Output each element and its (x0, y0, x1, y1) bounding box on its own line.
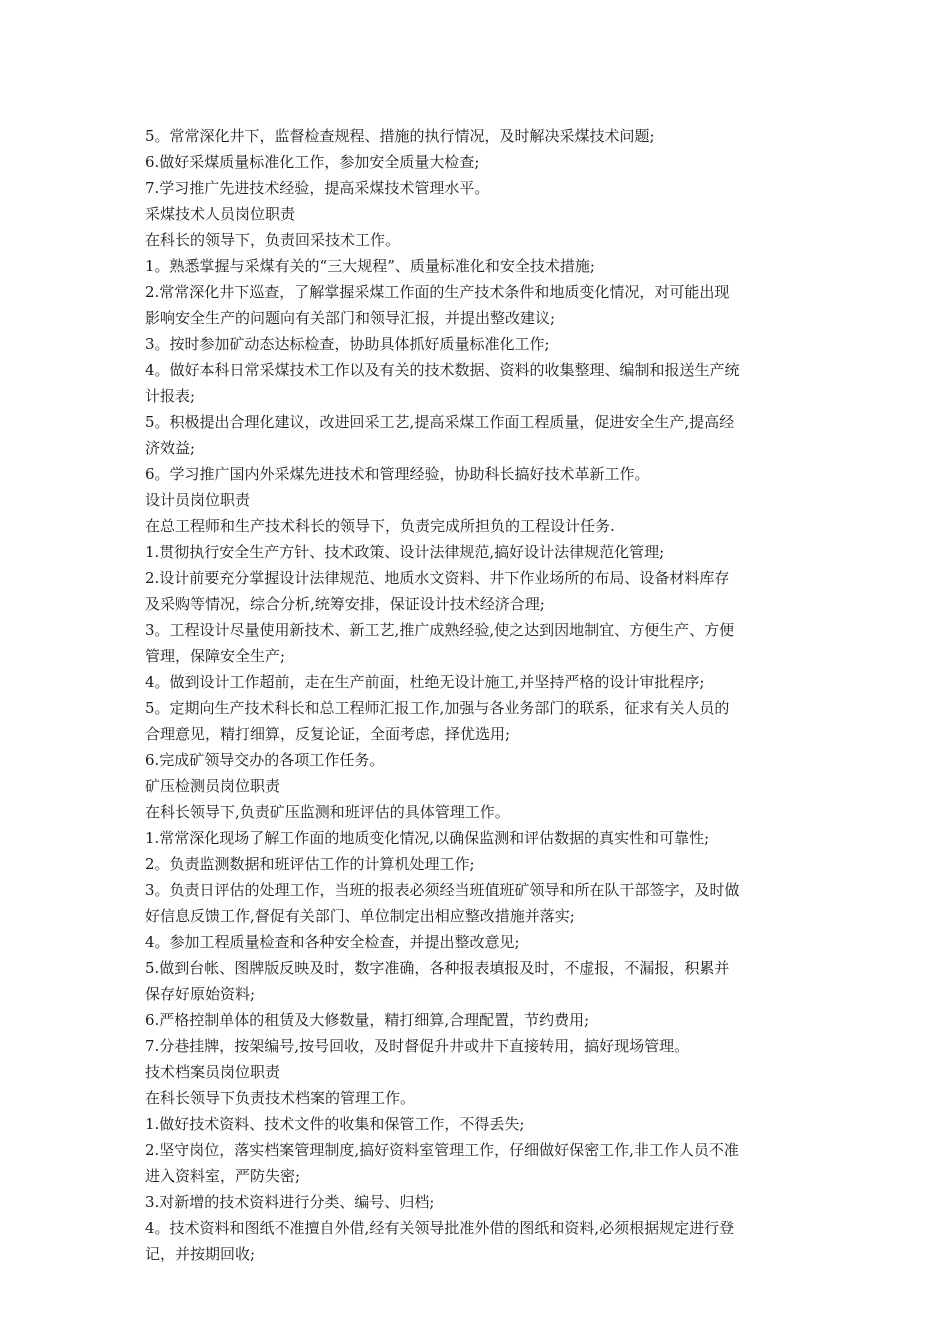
text-line: 在科长领导下,负责矿压监测和班评估的具体管理工作。 (145, 803, 510, 821)
text-line: 2.坚守岗位，落实档案管理制度,搞好资料室管理工作，仔细做好保密工作,非工作人员不准 (145, 1141, 739, 1159)
text-line: 1.做好技术资料、技术文件的收集和保管工作，不得丢失; (145, 1115, 525, 1133)
text-line: 2.常常深化井下巡查，了解掌握采煤工作面的生产技术条件和地质变化情况，对可能出现 (145, 283, 730, 301)
text-line: 1。熟悉掌握与采煤有关的“三大规程”、质量标准化和安全技术措施; (145, 257, 595, 275)
section-heading: 矿压检测员岗位职责 (145, 777, 281, 795)
section-heading: 技术档案员岗位职责 (145, 1063, 281, 1081)
text-line: 1.贯彻执行安全生产方针、技术政策、设计法律规范,搞好设计法律规范化管理; (145, 543, 665, 561)
text-line: 2.设计前要充分掌握设计法律规范、地质水文资料、井下作业场所的布局、设备材料库存 (145, 569, 730, 587)
text-line: 好信息反馈工作,督促有关部门、单位制定出相应整改措施并落实; (145, 907, 575, 925)
text-line: 6.做好采煤质量标准化工作，参加安全质量大检查; (145, 153, 480, 171)
text-line: 济效益; (145, 439, 196, 457)
text-line: 记，并按期回收; (145, 1245, 256, 1263)
text-line: 保存好原始资料; (145, 985, 256, 1003)
text-line: 1.常常深化现场了解工作面的地质变化情况,以确保监测和评估数据的真实性和可靠性; (145, 829, 710, 847)
text-line: 2。负责监测数据和班评估工作的计算机处理工作; (145, 855, 475, 873)
text-line: 4。做到设计工作超前，走在生产前面，杜绝无设计施工,并坚持严格的设计审批程序; (145, 673, 705, 691)
text-line: 4。技术资料和图纸不准擅自外借,经有关领导批准外借的图纸和资料,必须根据规定进行登 (145, 1219, 735, 1237)
section-heading: 设计员岗位职责 (145, 491, 251, 509)
text-line: 3。负责日评估的处理工作，当班的报表必须经当班值班矿领导和所在队干部签字，及时做 (145, 881, 740, 899)
text-line: 6.严格控制单体的租赁及大修数量，精打细算,合理配置，节约费用; (145, 1011, 590, 1029)
text-line: 5。定期向生产技术科长和总工程师汇报工作,加强与各业务部门的联系，征求有关人员的 (145, 699, 730, 717)
text-line: 7.分巷挂牌，按架编号,按号回收，及时督促升井或井下直接转用，搞好现场管理。 (145, 1037, 690, 1055)
text-line: 5.做到台帐、图牌版反映及时，数字准确，各种报表填报及时，不虚报，不漏报，积累并 (145, 959, 730, 977)
text-line: 在总工程师和生产技术科长的领导下，负责完成所担负的工程设计任务. (145, 517, 615, 535)
text-line: 计报表; (145, 387, 196, 405)
text-line: 5。积极提出合理化建议，改进回采工艺,提高采煤工作面工程质量，促进安全生产,提高经 (145, 413, 735, 431)
text-line: 进入资料室，严防失密; (145, 1167, 301, 1185)
text-line: 6。学习推广国内外采煤先进技术和管理经验，协助科长搞好技术革新工作。 (145, 465, 650, 483)
text-line: 管理，保障安全生产; (145, 647, 286, 665)
text-line: 及采购等情况，综合分析,统筹安排，保证设计技术经济合理; (145, 595, 545, 613)
text-line: 影响安全生产的问题向有关部门和领导汇报，并提出整改建议; (145, 309, 556, 327)
text-line: 3。工程设计尽量使用新技术、新工艺,推广成熟经验,使之达到因地制宜、方便生产、方便 (145, 621, 735, 639)
text-line: 在科长领导下负责技术档案的管理工作。 (145, 1089, 416, 1107)
text-line: 合理意见，精打细算，反复论证，全面考虑，择优选用; (145, 725, 511, 743)
text-line: 3。按时参加矿动态达标检查，协助具体抓好质量标准化工作; (145, 335, 550, 353)
section-heading: 采煤技术人员岗位职责 (145, 205, 296, 223)
text-line: 4。参加工程质量检查和各种安全检查，并提出整改意见; (145, 933, 520, 951)
document-body (145, 123, 805, 1267)
text-line: 6.完成矿领导交办的各项工作任务。 (145, 751, 385, 769)
text-line: 5。常常深化井下，监督检查规程、措施的执行情况，及时解决采煤技术问题; (145, 127, 655, 145)
text-line: 7.学习推广先进技术经验，提高采煤技术管理水平。 (145, 179, 490, 197)
text-line: 3.对新增的技术资料进行分类、编号、归档; (145, 1193, 435, 1211)
text-line: 4。做好本科日常采煤技术工作以及有关的技术数据、资料的收集整理、编制和报送生产统 (145, 361, 740, 379)
text-line: 在科长的领导下，负责回采技术工作。 (145, 231, 401, 249)
